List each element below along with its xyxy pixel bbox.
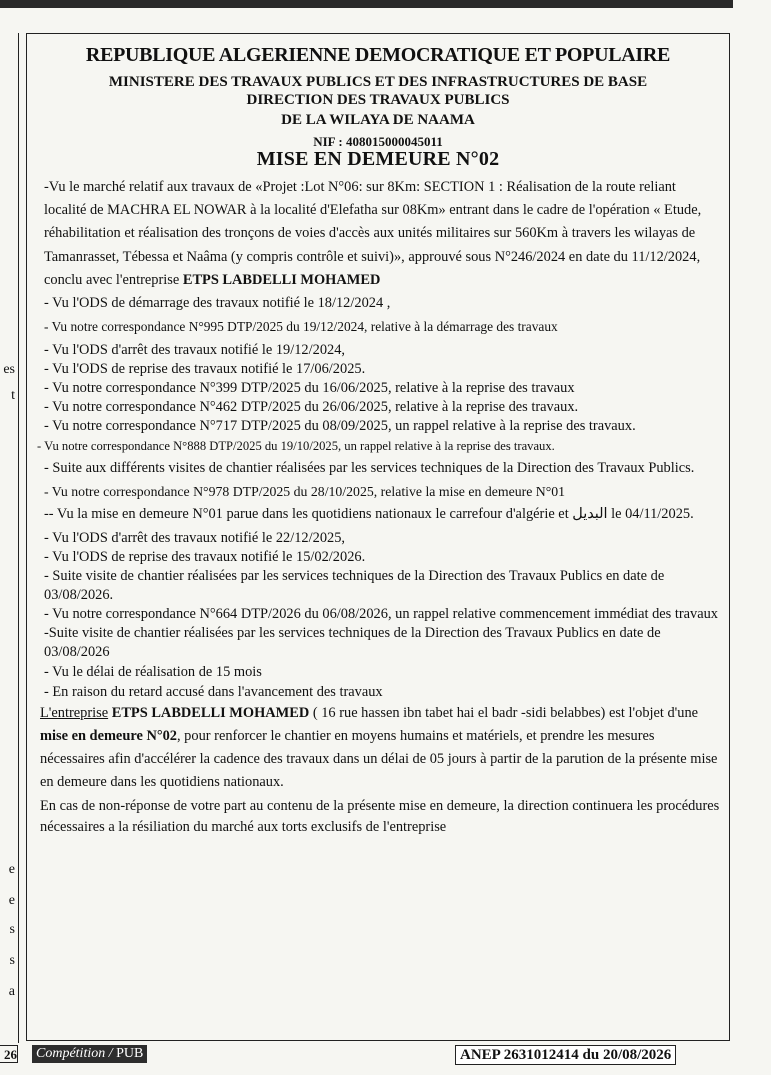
list-item: - Suite aux différents visites de chantier réalisées par les services techniques de la Direction des Travaux Publics. xyxy=(44,459,695,476)
adjacent-column-edge xyxy=(0,33,19,1043)
column-fragment: a xyxy=(8,984,15,999)
column-fragment: es xyxy=(3,362,15,377)
list-item: - Vu notre correspondance N°717 DTP/2025 du 08/09/2025, un rappel relative à la reprise des travaux. xyxy=(44,418,636,435)
list-item: - Vu notre correspondance N°978 DTP/2025 du 28/10/2025, relative la mise en demeure N°01 xyxy=(44,484,566,500)
reference-list xyxy=(37,292,720,702)
notice-reference: mise en demeure N°02 xyxy=(40,727,177,744)
column-fragment: s xyxy=(9,953,15,968)
list-item: - Vu notre correspondance N°664 DTP/2026 du 06/08/2026, un rappel relative commencement immédiat des travaux xyxy=(44,605,719,622)
notice-label: L'entreprise xyxy=(40,704,109,721)
direction-heading: DIRECTION DES TRAVAUX PUBLICS xyxy=(246,92,510,108)
list-item: - Vu notre correspondance N°399 DTP/2025 du 16/06/2025, relative à la reprise des travaux xyxy=(44,380,575,397)
list-item: - Vu l'ODS de démarrage des travaux notifié le 18/12/2024 , xyxy=(44,295,391,312)
column-fragment: t xyxy=(11,388,15,403)
contract-reference: -Vu le marché relatif aux travaux de «Projet :Lot N°06: sur 8Km: SECTION 1 : Réalisation de la route reliant localité de MACHRA EL NOWAR à la localité d'Elefatha sur 08Km» entrant dans le cadre de l'opération « Etude, réhabilitation et réalisation des tronçons de voies d'accès aux unités militaires sur 560Km à travers les wilayas de Tamanrasset, Tébessa et Naâma (y compris contrôle et suivi)», approuvé sous N°246/2024 en date du 11/12/2024, conclu avec l'entreprise ETPS LABDELLI MOHAMED xyxy=(44,179,702,288)
closing-paragraph: En cas de non-réponse de votre part au contenu de la présente mise en demeure, la direction continuera les procédures nécessaires a la résiliation du marché aux torts exclusifs de l'entreprise xyxy=(40,798,720,836)
list-item: -Suite visite de chantier réalisées par les services techniques de la Direction des Travaux Publics en date de 03/08/2026 xyxy=(44,624,661,660)
notice-company: ETPS LABDELLI MOHAMED xyxy=(111,704,310,721)
document-title: MISE EN DEMEURE N°02 xyxy=(256,148,500,170)
column-fragment: e xyxy=(8,893,15,908)
republic-heading: REPUBLIQUE ALGERIENNE DEMOCRATIQUE ET POPULAIRE xyxy=(85,44,671,66)
nif-number: NIF : 408015000045011 xyxy=(313,134,443,149)
list-item: - Vu le délai de réalisation de 15 mois xyxy=(44,663,262,680)
wilaya-heading: DE LA WILAYA DE NAAMA xyxy=(281,112,475,128)
formal-notice: L'entreprise ETPS LABDELLI MOHAMED ( 16 rue hassen ibn tabet hai el badr -sidi belabbes) est l'objet d'une mise en demeure N°02, pour renforcer le chantier en moyens humains et matériels, et prendre les mesures nécessaires afin d'accélérer la cadence des travaux dans un délai de 05 jours à partir de la parution de la présente mise en demeure dans les quotidiens nationaux. xyxy=(40,704,718,791)
notice-body xyxy=(37,176,720,838)
list-item: - Vu l'ODS d'arrêt des travaux notifié le 22/12/2025, xyxy=(44,529,346,546)
list-item: - Vu l'ODS de reprise des travaux notifié le 17/06/2025. xyxy=(44,361,366,378)
top-rule xyxy=(0,0,733,8)
list-item: - Suite visite de chantier réalisées par les services techniques de la Direction des Travaux Publics en date de 03/08/2026. xyxy=(44,567,665,603)
anep-reference: ANEP 2631012414 du 20/08/2026 xyxy=(455,1045,676,1065)
column-fragment: s xyxy=(9,922,15,937)
column-fragment: e xyxy=(8,862,15,877)
ministry-heading: MINISTERE DES TRAVAUX PUBLICS ET DES INFRASTRUCTURES DE BASE xyxy=(108,74,648,90)
company-name: ETPS LABDELLI MOHAMED xyxy=(182,271,381,288)
section-tag: Compétition / PUB xyxy=(32,1045,147,1063)
list-item: - Vu notre correspondance N°462 DTP/2025 du 26/06/2025, relative à la reprise des travaux. xyxy=(44,399,579,416)
page-number-fragment: 26 xyxy=(0,1045,18,1063)
list-item: - Vu notre correspondance N°995 DTP/2025 du 19/12/2024, relative à la démarrage des travaux xyxy=(44,319,558,335)
list-item: - Vu notre correspondance N°888 DTP/2025 du 19/10/2025, un rappel relative à la reprise des travaux. xyxy=(37,438,555,453)
list-item: - En raison du retard accusé dans l'avancement des travaux xyxy=(44,683,383,700)
list-item: - Vu l'ODS d'arrêt des travaux notifié le 19/12/2024, xyxy=(44,342,346,359)
list-item: - Vu l'ODS de reprise des travaux notifié le 15/02/2026. xyxy=(44,548,366,565)
list-item: -- Vu la mise en demeure N°01 parue dans les quotidiens nationaux le carrefour d'algérie et البديل le 04/11/2025. xyxy=(44,506,694,523)
